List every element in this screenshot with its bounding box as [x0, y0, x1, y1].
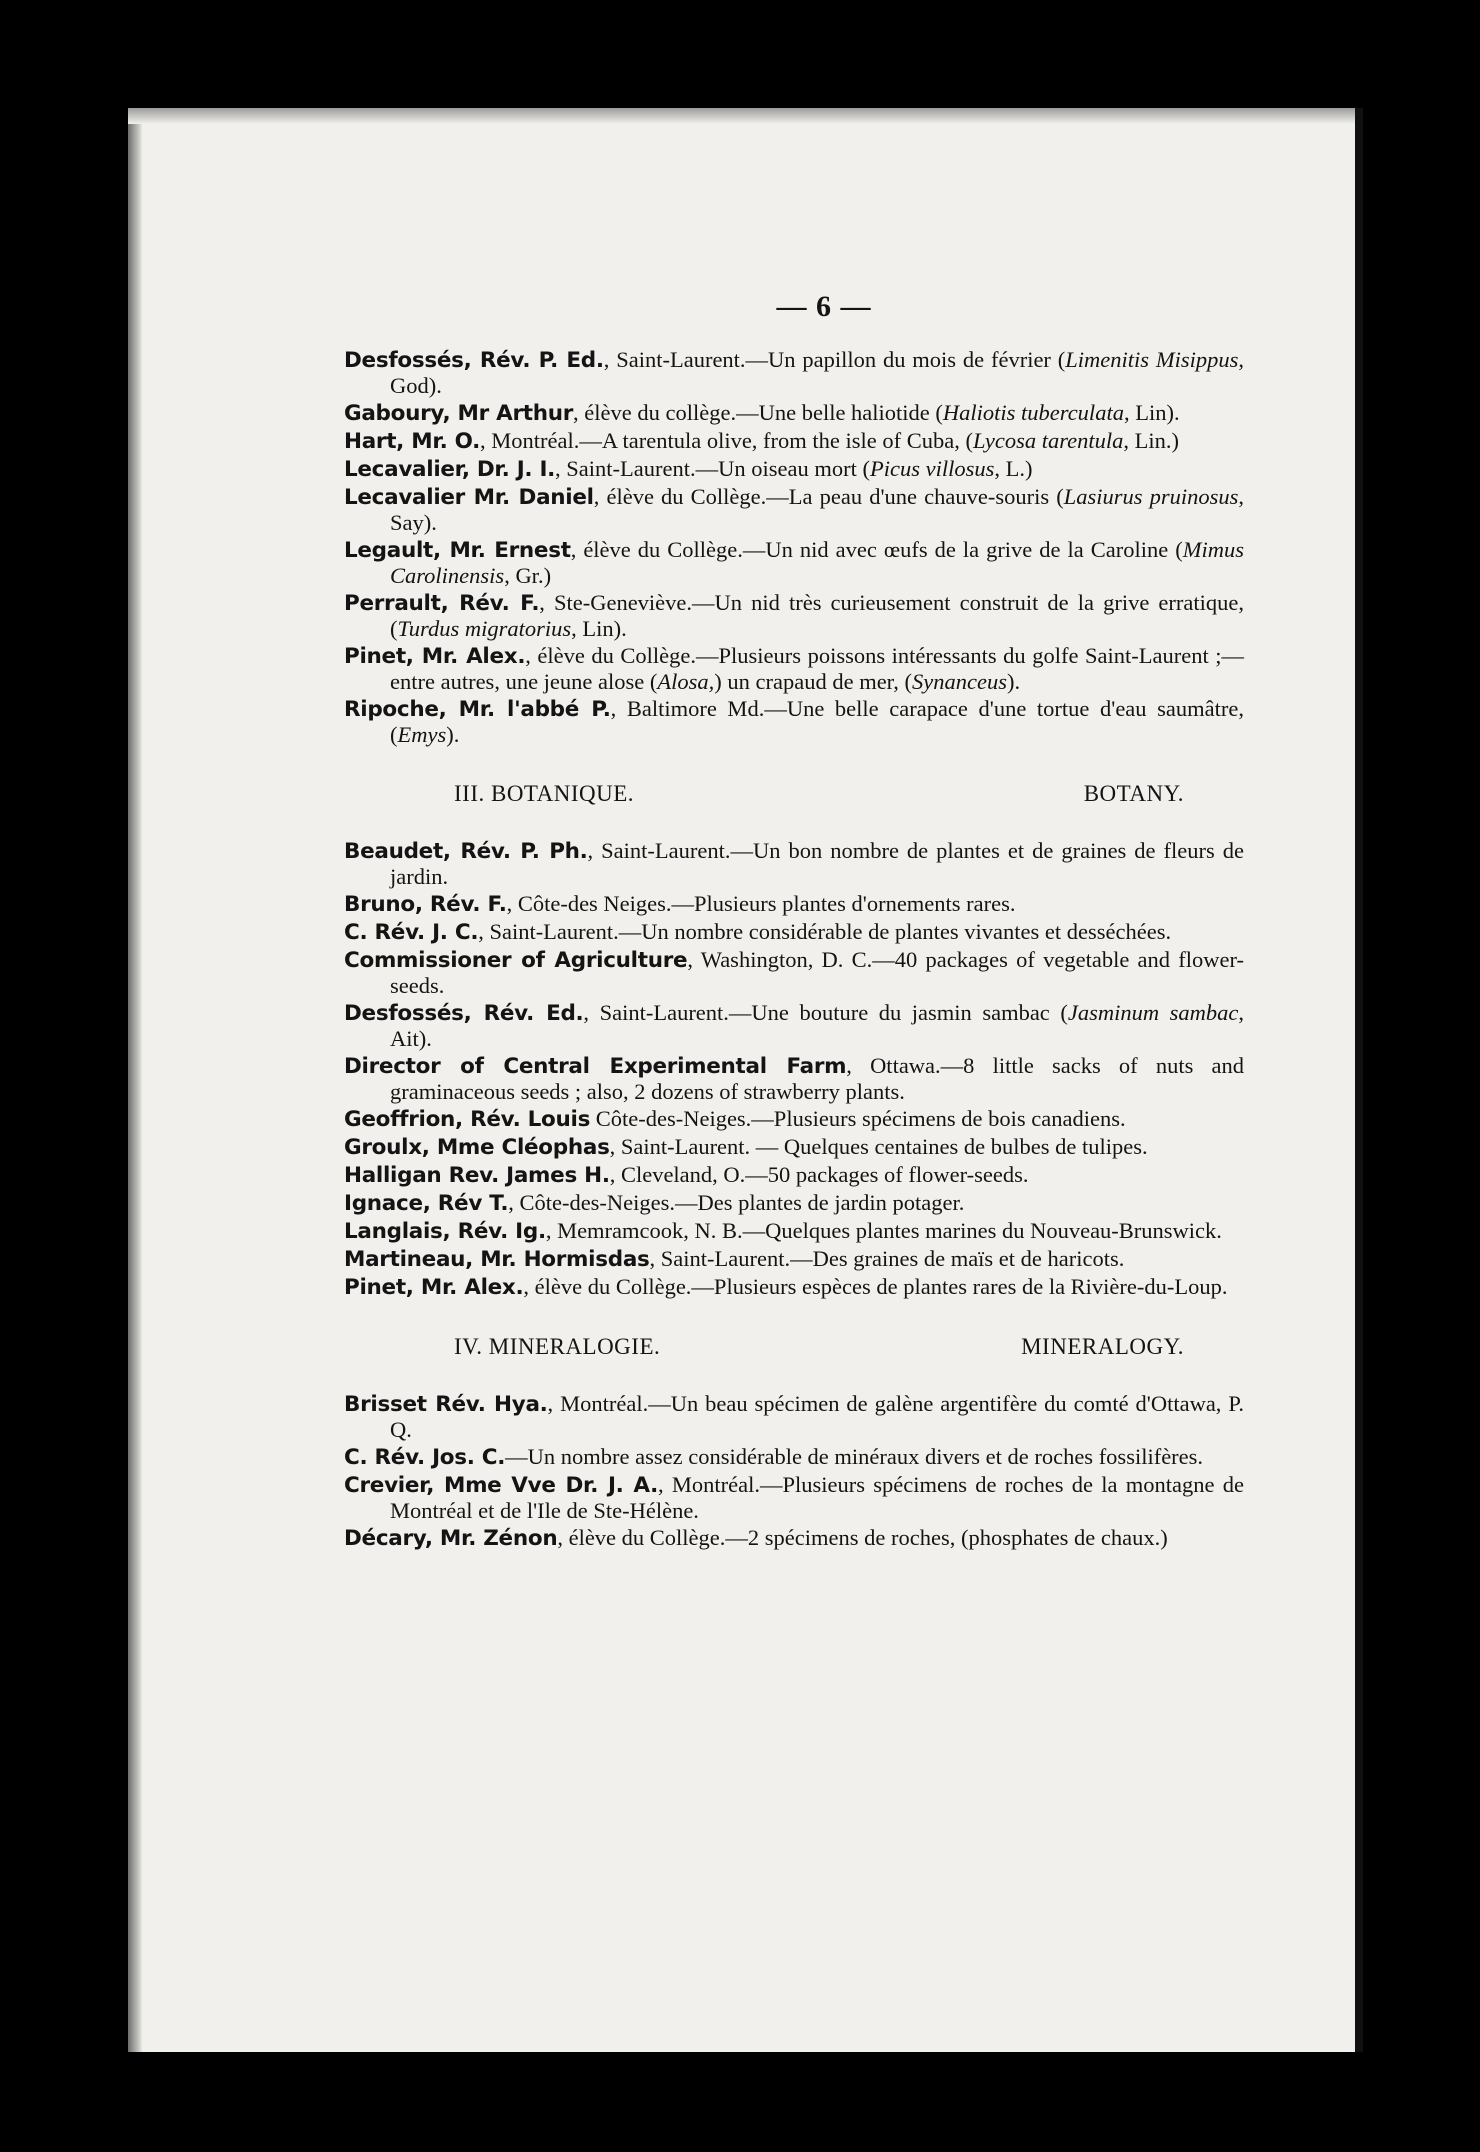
donor-name: C. Rév. Jos. C. [344, 1445, 506, 1470]
list-item: Legault, Mr. Ernest, élève du Collège.—Un nid avec œufs de la grive de la Caroline (Mimus Carolinensis, Gr.) [344, 537, 1244, 588]
donor-name: Geoffrion, Rév. Louis [344, 1107, 591, 1132]
list-item: Bruno, Rév. F., Côte-des Neiges.—Plusieurs plantes d'ornements rares. [344, 891, 1016, 917]
donor-name: Gaboury, Mr Arthur [344, 401, 574, 426]
list-item: Lecavalier Mr. Daniel, élève du Collège.—La peau d'une chauve-souris (Lasiurus pruinosus, Say). [344, 484, 1244, 535]
list-item: C. Rév. Jos. C.—Un nombre assez considérable de minéraux divers et de roches fossilifères. [344, 1444, 1204, 1470]
list-item: Groulx, Mme Cléophas, Saint-Laurent. — Quelques centaines de bulbes de tulipes. [344, 1134, 1148, 1160]
list-item: Director of Central Experimental Farm, Ottawa.—8 little sacks of nuts and graminaceous seeds ; also, 2 dozens of strawberry plants. [344, 1053, 1244, 1104]
donor-name: Pinet, Mr. Alex. [344, 1275, 524, 1300]
botany-heading [454, 781, 1184, 806]
donor-name: Groulx, Mme Cléophas [344, 1135, 610, 1160]
zoology-list [344, 347, 1244, 747]
donor-name: Beaudet, Rév. P. Ph. [344, 839, 588, 864]
page-content [344, 290, 1244, 1553]
section-title-fr: IV. MINERALOGIE. [454, 1334, 661, 1359]
list-item: Halligan Rev. James H., Cleveland, O.—50 packages of flower-seeds. [344, 1162, 1029, 1188]
list-item: Ignace, Rév T., Côte-des-Neiges.—Des plantes de jardin potager. [344, 1190, 965, 1216]
botany-list [344, 838, 1244, 1300]
binding-edge-right [1355, 108, 1363, 2052]
donor-name: Lecavalier Mr. Daniel [344, 485, 594, 510]
list-item: Brisset Rév. Hya., Montréal.—Un beau spécimen de galène argentifère du comté d'Ottawa, P. Q. [344, 1391, 1244, 1442]
donor-name: Langlais, Rév. Ig. [344, 1219, 546, 1244]
donor-name: Ripoche, Mr. l'abbé P. [344, 697, 611, 722]
donor-name: Ignace, Rév T. [344, 1191, 509, 1216]
list-item: Martineau, Mr. Hormisdas, Saint-Laurent.—Des graines de maïs et de haricots. [344, 1246, 1125, 1272]
list-item: Desfossés, Rév. P. Ed., Saint-Laurent.—Un papillon du mois de février (Limenitis Misippus, God). [344, 347, 1244, 398]
list-item: Perrault, Rév. F., Ste-Geneviève.—Un nid très curieusement construit de la grive erratique, (Turdus migratorius, Lin). [344, 590, 1244, 641]
donor-name: Desfossés, Rév. Ed. [344, 1001, 584, 1026]
list-item: Ripoche, Mr. l'abbé P., Baltimore Md.—Une belle carapace d'une tortue d'eau saumâtre, (Emys). [344, 696, 1244, 747]
document-page [128, 108, 1363, 2052]
list-item: Décary, Mr. Zénon, élève du Collège.—2 spécimens de roches, (phosphates de chaux.) [344, 1525, 1168, 1551]
list-item: Geoffrion, Rév. Louis Côte-des-Neiges.—Plusieurs spécimens de bois canadiens. [344, 1106, 1126, 1132]
list-item: Pinet, Mr. Alex., élève du Collège.—Plusieurs poissons intéressants du golfe Saint-Laurent ;—entre autres, une jeune alose (Alosa,) un crapaud de mer, (Synanceus). [344, 643, 1244, 694]
donor-name: Pinet, Mr. Alex. [344, 644, 526, 669]
list-item: Langlais, Rév. Ig., Memramcook, N. B.—Quelques plantes marines du Nouveau-Brunswick. [344, 1218, 1222, 1244]
mineralogy-heading [454, 1334, 1184, 1359]
donor-name: Bruno, Rév. F. [344, 892, 507, 917]
donor-name: Lecavalier, Dr. J. I. [344, 457, 556, 482]
donor-name: Desfossés, Rév. P. Ed. [344, 348, 604, 373]
section-title-en: MINERALOGY. [1021, 1334, 1184, 1359]
donor-name: Décary, Mr. Zénon [344, 1526, 558, 1551]
list-item: Gaboury, Mr Arthur, élève du collège.—Une belle haliotide (Haliotis tuberculata, Lin). [344, 400, 1180, 426]
section-title-fr: III. BOTANIQUE. [454, 781, 635, 806]
donor-name: Perrault, Rév. F. [344, 591, 540, 616]
page-number: — 6 — [776, 290, 872, 323]
donor-name: Martineau, Mr. Hormisdas [344, 1247, 650, 1272]
page-top-shadow [128, 108, 1363, 124]
list-item: Desfossés, Rév. Ed., Saint-Laurent.—Une bouture du jasmin sambac (Jasminum sambac, Ait). [344, 1000, 1244, 1051]
section-title-en: BOTANY. [1083, 781, 1184, 806]
donor-name: Brisset Rév. Hya. [344, 1392, 548, 1417]
list-item: Lecavalier, Dr. J. I., Saint-Laurent.—Un oiseau mort (Picus villosus, L.) [344, 456, 1033, 482]
donor-name: Hart, Mr. O. [344, 429, 480, 454]
list-item: Hart, Mr. O., Montréal.—A tarentula olive, from the isle of Cuba, (Lycosa tarentula, Lin.) [344, 428, 1179, 454]
donor-name: Halligan Rev. James H. [344, 1163, 610, 1188]
list-item: Pinet, Mr. Alex., élève du Collège.—Plusieurs espèces de plantes rares de la Rivière-du-Loup. [344, 1274, 1228, 1300]
list-item: C. Rév. J. C., Saint-Laurent.—Un nombre considérable de plantes vivantes et desséchées. [344, 919, 1172, 945]
donor-name: Commissioner of Agriculture [344, 948, 688, 973]
mineralogy-list [344, 1391, 1244, 1551]
list-item: Crevier, Mme Vve Dr. J. A., Montréal.—Plusieurs spécimens de roches de la montagne de Montréal et de l'Ile de Ste-Hélène. [344, 1472, 1244, 1523]
binding-edge-left [128, 108, 142, 2052]
donor-name: Crevier, Mme Vve Dr. J. A. [344, 1473, 658, 1498]
list-item: Beaudet, Rév. P. Ph., Saint-Laurent.—Un bon nombre de plantes et de graines de fleurs de jardin. [344, 838, 1244, 889]
list-item: Commissioner of Agriculture, Washington, D. C.—40 packages of vegetable and flower-seeds. [344, 947, 1244, 998]
donor-name: C. Rév. J. C. [344, 920, 479, 945]
donor-name: Director of Central Experimental Farm [344, 1054, 847, 1079]
donor-name: Legault, Mr. Ernest [344, 538, 571, 563]
